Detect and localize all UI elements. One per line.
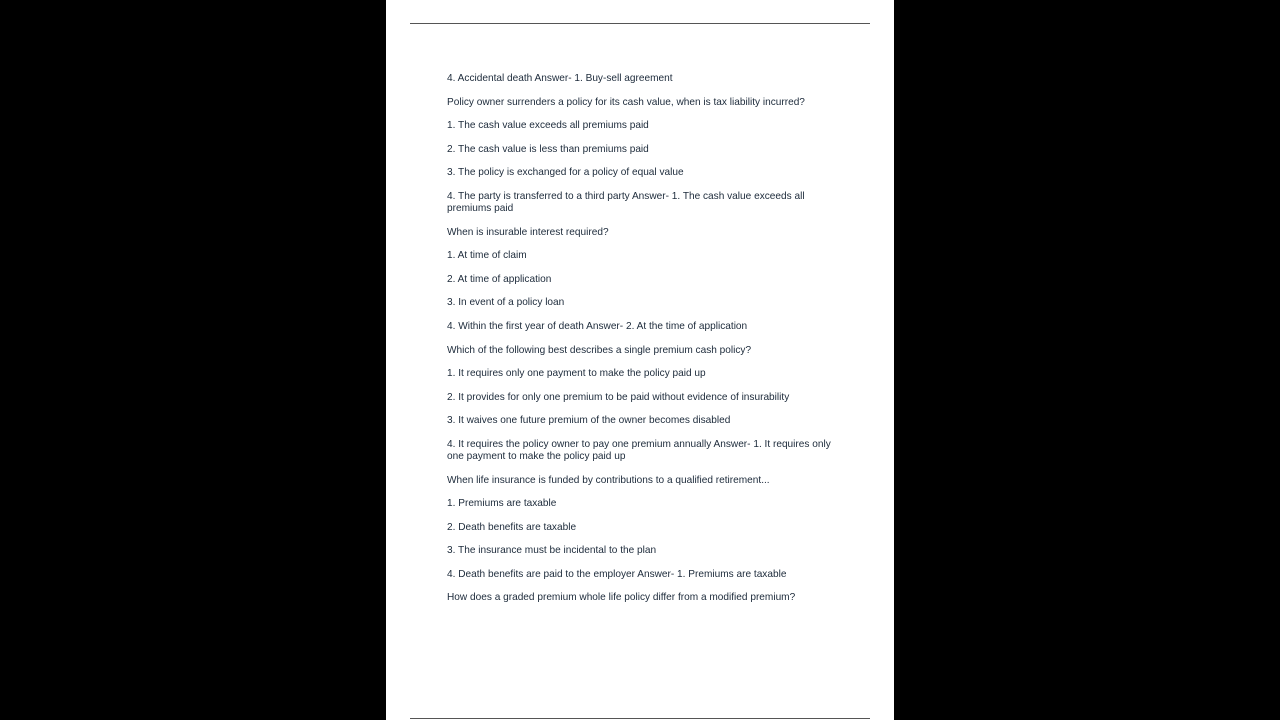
- answer-option: 2. At time of application: [447, 273, 552, 285]
- answer-option-with-answer: 4. It requires the policy owner to pay one premium annually Answer- 1. It requires only one payment to make the policy paid up: [447, 438, 831, 462]
- text-line: 4. Accidental death Answer- 1. Buy-sell agreement: [447, 73, 673, 84]
- page-content: [447, 73, 847, 616]
- header-rule: [410, 23, 870, 24]
- answer-option-with-answer: 4. Death benefits are paid to the employer Answer- 1. Premiums are taxable: [447, 568, 787, 580]
- question-text: When life insurance is funded by contributions to a qualified retirement...: [447, 474, 770, 486]
- question-text: When is insurable interest required?: [447, 226, 609, 238]
- answer-option-with-answer: 4. The party is transferred to a third party Answer- 1. The cash value exceeds all premiums paid: [447, 190, 805, 214]
- answer-option: 1. The cash value exceeds all premiums paid: [447, 120, 649, 132]
- answer-option: 2. Death benefits are taxable: [447, 521, 577, 533]
- answer-option: 3. The policy is exchanged for a policy of equal value: [447, 167, 684, 179]
- answer-option: 2. The cash value is less than premiums paid: [447, 143, 649, 155]
- answer-option: 3. The insurance must be incidental to the plan: [447, 545, 657, 557]
- answer-option: 1. At time of claim: [447, 250, 527, 262]
- document-page: [386, 0, 894, 720]
- answer-option: 3. In event of a policy loan: [447, 297, 565, 309]
- question-text: How does a graded premium whole life policy differ from a modified premium?: [447, 592, 796, 604]
- answer-option: 2. It provides for only one premium to be paid without evidence of insurability: [447, 391, 790, 403]
- answer-option: 1. Premiums are taxable: [447, 498, 557, 510]
- footer-rule: [410, 718, 870, 719]
- answer-option: 3. It waives one future premium of the owner becomes disabled: [447, 415, 731, 427]
- question-text: Which of the following best describes a single premium cash policy?: [447, 344, 752, 356]
- question-text: Policy owner surrenders a policy for its cash value, when is tax liability incurred?: [447, 96, 805, 108]
- answer-option-with-answer: 4. Within the first year of death Answer- 2. At the time of application: [447, 320, 748, 332]
- answer-option: 1. It requires only one payment to make the policy paid up: [447, 368, 706, 380]
